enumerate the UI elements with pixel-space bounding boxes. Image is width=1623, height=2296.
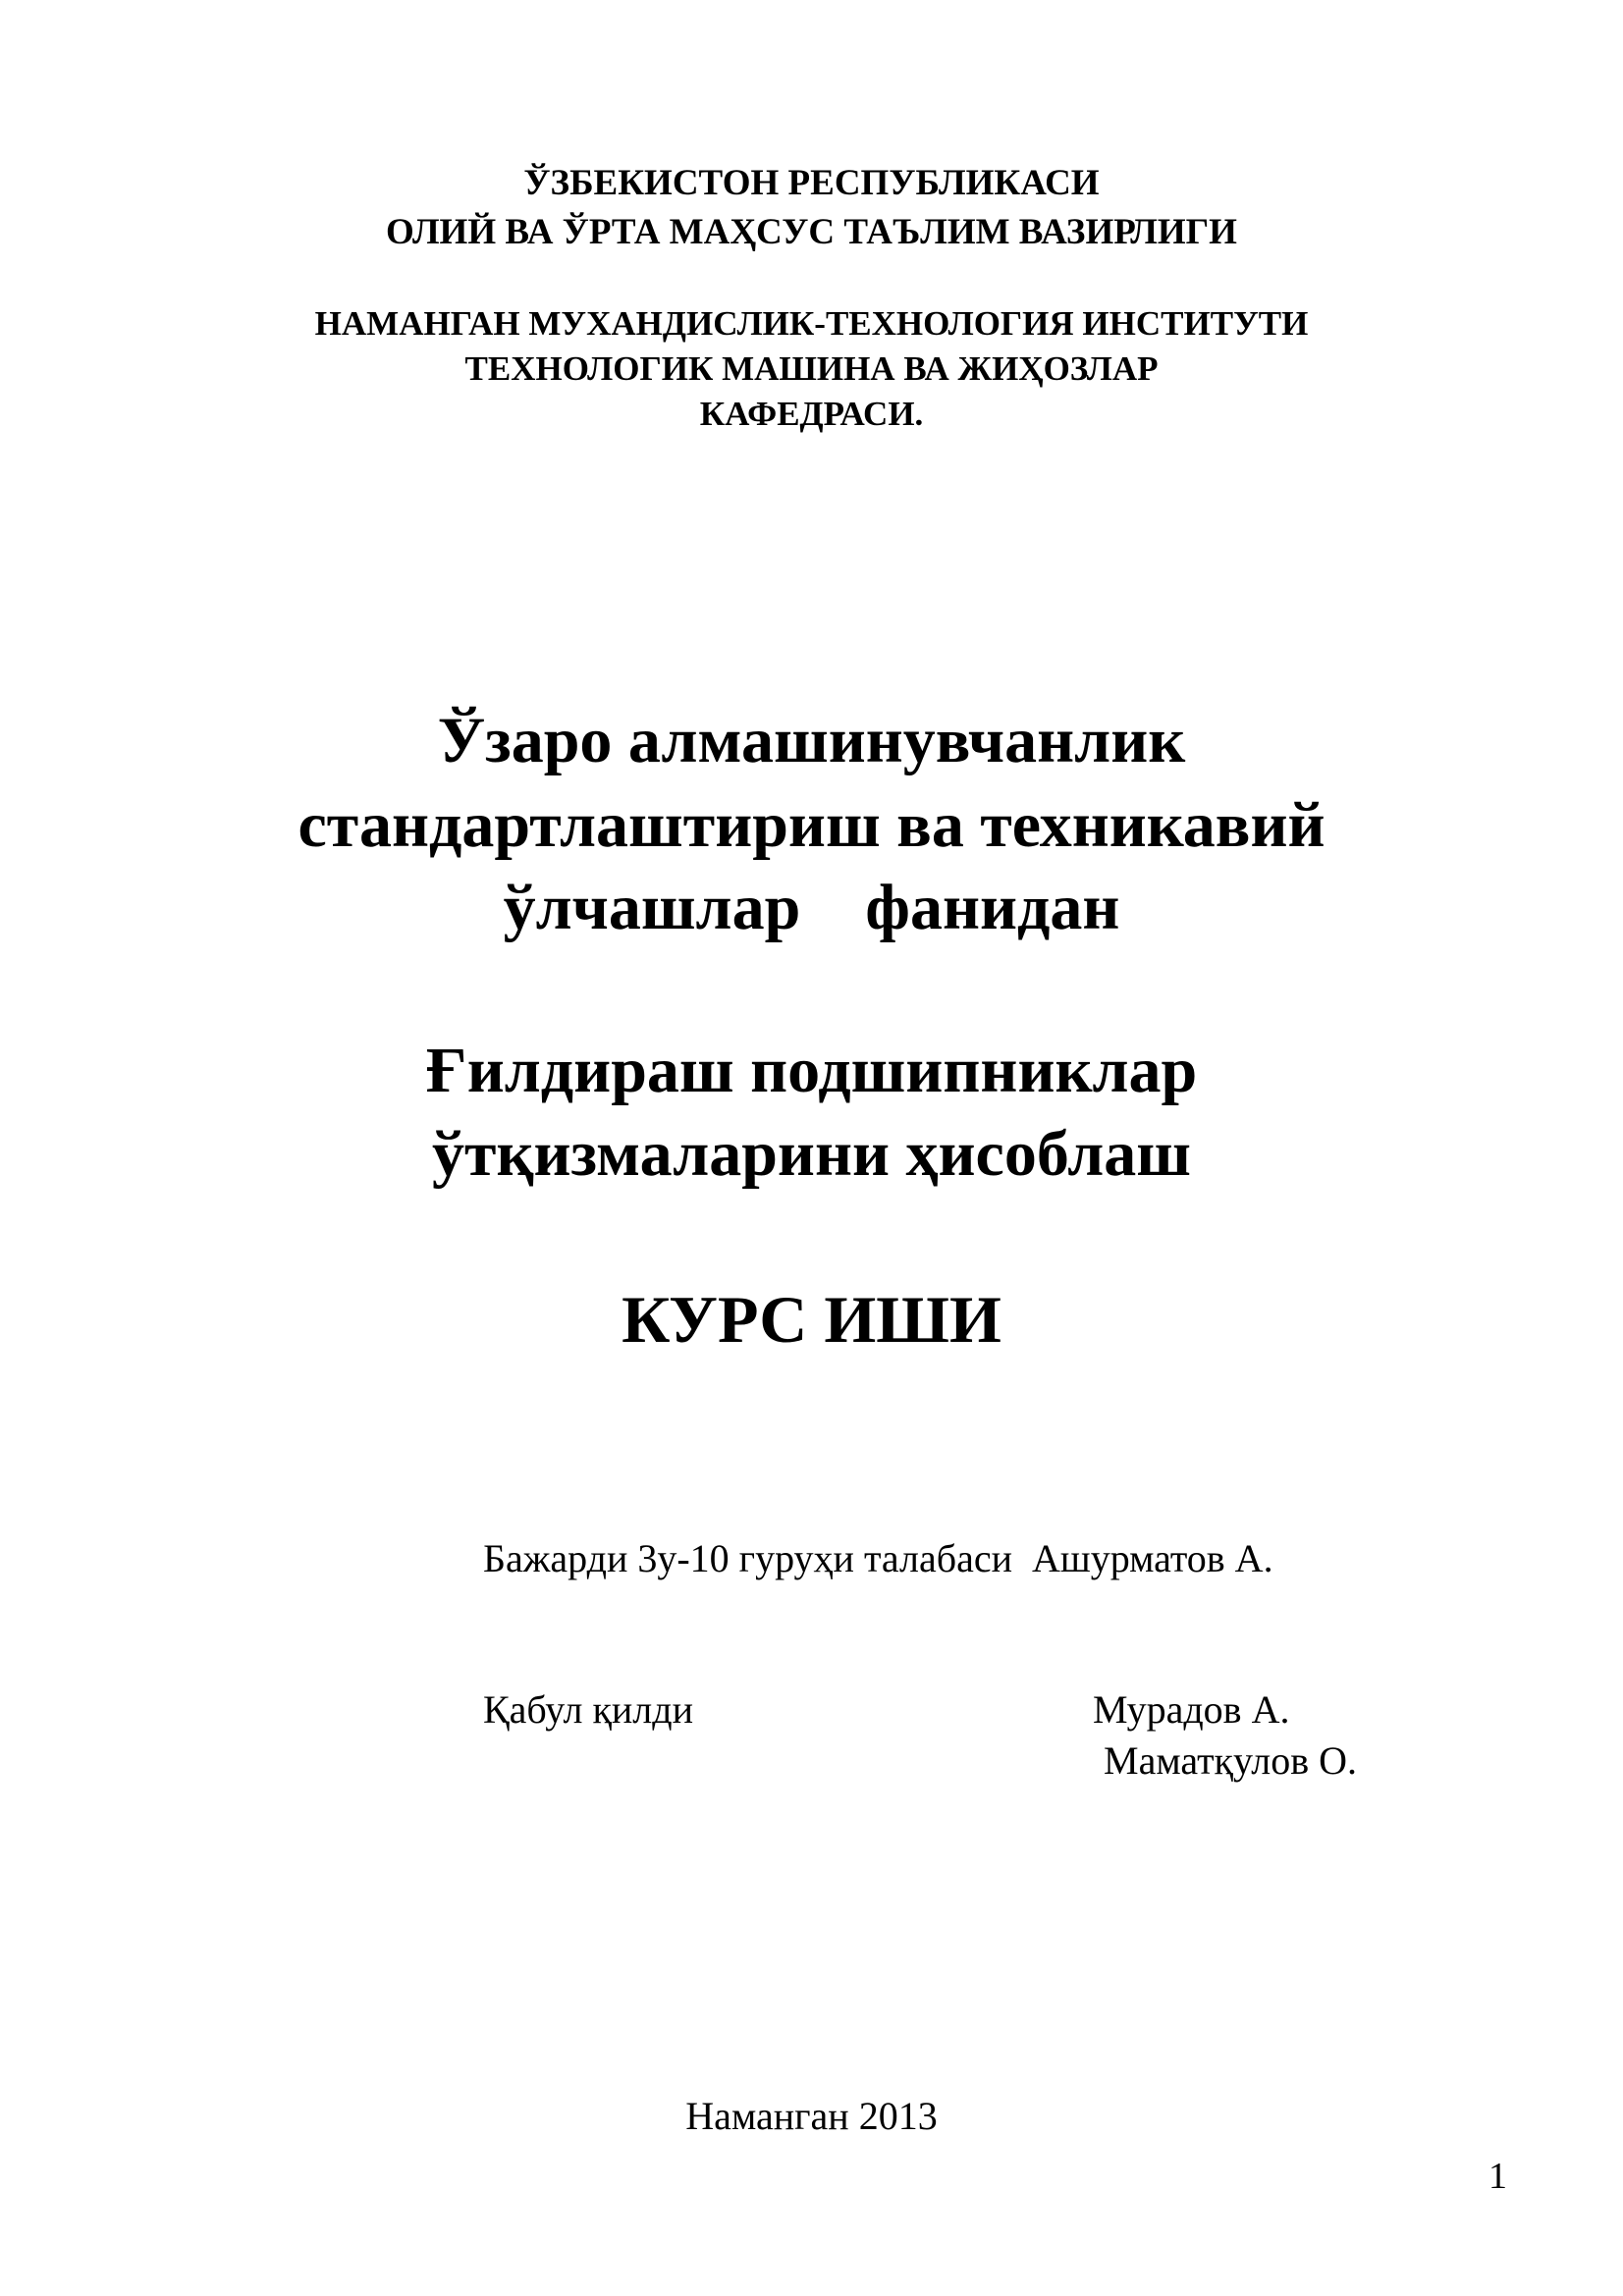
- department-heading-line2: КАФЕДРАСИ.: [699, 395, 924, 433]
- subject-title-line1: Ўзаро алмашинувчанлик: [437, 705, 1186, 776]
- topic-title-line2: ўтқизмаларини ҳисоблаш: [432, 1118, 1191, 1190]
- page-number: 1: [1488, 2156, 1507, 2197]
- examiner-name-2: Маматқулов О.: [1104, 1738, 1357, 1783]
- performed-by-line: Бажарди 3у-10 гуруҳи талабаси Ашурматов А.: [483, 1536, 1273, 1580]
- department-heading-line1: ТЕХНОЛОГИК МАШИНА ВА ЖИҲОЗЛАР: [464, 349, 1159, 388]
- topic-title-line1: Ғилдираш подшипниклар: [425, 1035, 1198, 1106]
- examiner-name-1: Мурадов А.: [1093, 1687, 1290, 1732]
- ministry-heading: ОЛИЙ ВА ЎРТА МАҲСУС ТАЪЛИМ ВАЗИРЛИГИ: [386, 212, 1237, 252]
- accepted-by-label: Қабул қилди: [483, 1687, 694, 1732]
- subject-title-line2: стандартлаштириш ва техникавий: [298, 789, 1325, 861]
- work-type-title: КУРС ИШИ: [622, 1282, 1001, 1357]
- city-year-footer: Наманган 2013: [685, 2094, 938, 2138]
- subject-title-line3: ўлчашлар фанидан: [503, 872, 1120, 943]
- republic-heading: ЎЗБЕКИСТОН РЕСПУБЛИКАСИ: [523, 163, 1100, 203]
- institute-heading: НАМАНГАН МУХАНДИСЛИК-ТЕХНОЛОГИЯ ИНСТИТУТИ: [314, 304, 1309, 343]
